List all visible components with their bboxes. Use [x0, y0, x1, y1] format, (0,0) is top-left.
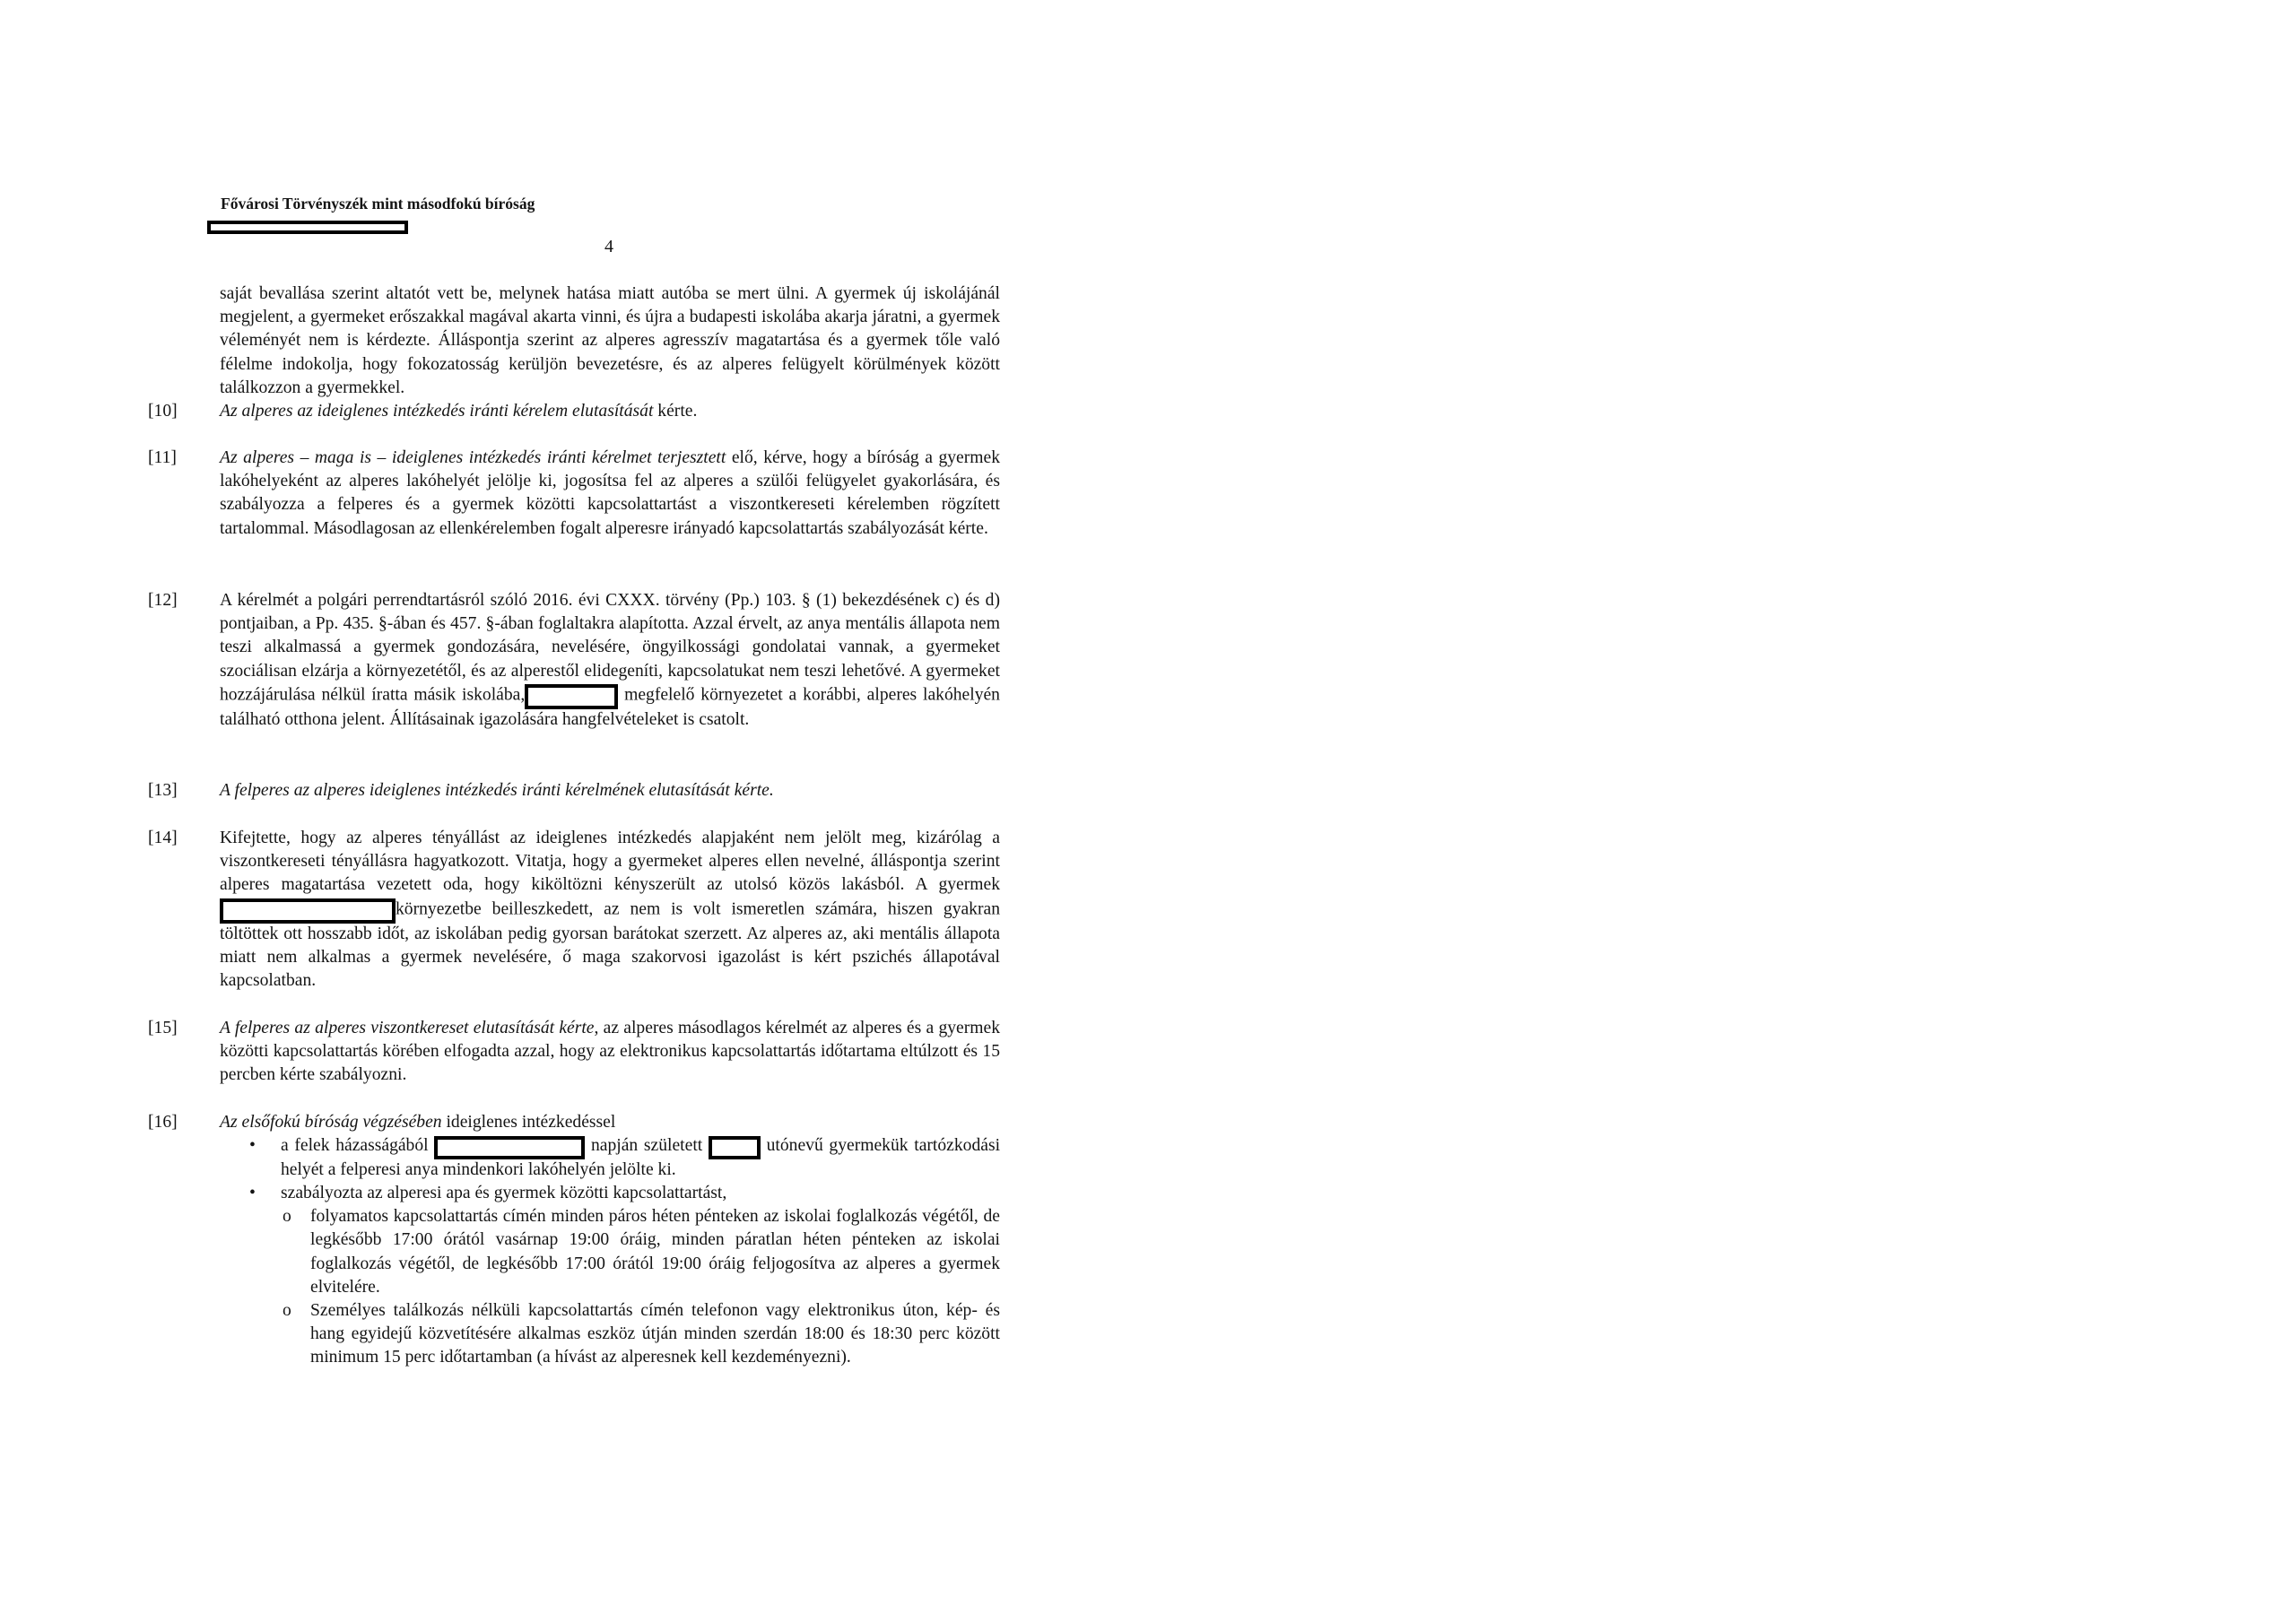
paragraph-number: [10]: [148, 402, 178, 421]
paragraph-16-intro: [220, 1111, 1000, 1134]
paragraph-text: elő, kérve, hogy a bíróság a gyermek lakóhelyeként az alperes lakóhelyét jelölje ki, jogosítsa fel az alperes a szülői felügyelet gyakorlására, és szabályozza a felperes és a gyermek közötti kapcsolattartást a viszontkereseti kérelemben rögzített tartalommal. Másodlagosan az ellenkérelemben fogalt alperesre irányadó kapcsolattartás szabályozását kérte.: [220, 448, 1000, 538]
paragraph-15: [220, 1017, 1000, 1088]
paragraph-16: [220, 1111, 1000, 1370]
paragraph-text: A kérelmét a polgári perrendtartásról szóló 2016. évi CXXX. törvény (Pp.) 103. § (1) bekezdésének c) és d) pontjaiban, a Pp. 435. §-ában és 457. §-ában foglaltakra alapította. Azzal érvelt, az anya mentális állapota nem teszi alkalmassá a gyermek gondozására, nevelésére, öngyilkossági gondolatai vannak, a gyermeket szociálisan elzárja a környezetétől, és az alperestől elidegeníti, kapcsolatukat nem teszi lehetővé. A gyermeket hozzájárulása nélkül íratta másik iskolába,: [220, 591, 1000, 705]
list-item: [220, 1205, 1000, 1299]
paragraph-13: [220, 779, 1000, 803]
list-item: [220, 1134, 1000, 1182]
italic-text: A felperes az alperes ideiglenes intézkedés iránti kérelmének elutasítását kérte.: [220, 781, 774, 800]
italic-text: Az alperes – maga is – ideiglenes intézkedés iránti kérelmet terjesztett: [220, 448, 726, 467]
paragraph-text: ideiglenes intézkedéssel: [441, 1113, 616, 1132]
paragraph-12: [220, 589, 1000, 732]
paragraph-14: [220, 827, 1000, 993]
sub-bullet-list: [220, 1205, 1000, 1369]
paragraph-text: megfelelő környezetet a korábbi, alperes lakóhelyén található otthona jelent. Állításainak igazolására hangfelvételeket is csatolt.: [220, 685, 1000, 729]
paragraph-number: [16]: [148, 1113, 178, 1132]
paragraph-10: [220, 400, 1000, 423]
paragraph-text: , az alperes másodlagos kérelmét az alperes és a gyermek közötti kapcsolattartás körében elfogadta azzal, hogy az elektronikus kapcsolattartás időtartama eltúlzott és 15 percben kérte szabályozni.: [220, 1019, 1000, 1085]
list-item-text: a felek házasságából: [281, 1136, 429, 1156]
paragraph-number: [12]: [148, 591, 178, 610]
paragraph-number: [13]: [148, 781, 178, 800]
redaction-box: [525, 684, 618, 709]
paragraph-text: Kifejtette, hogy az alperes tényállást az ideiglenes intézkedés alapjaként nem jelölt meg, kizárólag a viszontkereseti tényállásra hagyatkozott. Vitatja, hogy a gyermeket alperes ellen nevelné, álláspontja szerint alperes magatartása vezetett oda, hogy kiköltözni kényszerült az utolsó közös lakásból. A gyermek: [220, 829, 1000, 895]
paragraph-9-continuation: saját bevallása szerint altatót vett be, melynek hatása miatt autóba se mert ülni. A gyermek új iskolájánál megjelent, a gyermeket erőszakkal magával akarta vinni, és újra a budapesti iskolába akarja járatni, a gyermek véleményét nem is kérdezte. Álláspontja szerint az alperes agresszív magatartása és a gyermek tőle való félelme indokolja, hogy fokozatosság kerüljön bevezetésre, és az alperes felügyelt körülmények között találkozzon a gyermekkel.: [220, 284, 1000, 397]
italic-text: Az alperes az ideiglenes intézkedés iránti kérelem elutasítását: [220, 402, 654, 421]
list-item-text: Személyes találkozás nélküli kapcsolattartás címén telefonon vagy elektronikus úton, kép- és hang egyidejű közvetítésére alkalmas eszköz útján minden szerdán 18:00 és 18:30 perc között minimum 15 perc időtartamban (a hívást az alperesnek kell kezdeményezni).: [310, 1300, 1000, 1367]
list-item: [220, 1182, 1000, 1370]
paragraph-text: környezetbe beilleszkedett, az nem is volt ismeretlen számára, hiszen gyakran töltöttek ott hosszabb időt, az iskolában pedig gyorsan barátokat szerzett. Az alperes az, aki mentális állapota miatt nem alkalmas a gyermek nevelésére, ő maga szakorvosi igazolást is kért pszichés állapotával kapcsolatban.: [220, 899, 1000, 991]
list-item-text: utónevű gyermekük tartózkodási helyét a felperesi anya mindenkori lakóhelyén jelölte ki.: [281, 1136, 1001, 1179]
bullet-list: [220, 1134, 1000, 1369]
list-item-text: napján született: [585, 1136, 703, 1156]
paragraph-number: [14]: [148, 829, 178, 847]
italic-text: A felperes az alperes viszontkereset elutasítását kérte: [220, 1019, 595, 1037]
page-number: 4: [604, 237, 613, 256]
circle-bullet-icon: o: [283, 1207, 291, 1227]
bullet-icon: •: [249, 1136, 256, 1156]
redaction-box: [434, 1136, 585, 1159]
paragraph-11: [220, 447, 1000, 541]
bullet-icon: •: [249, 1183, 256, 1202]
list-item-text: szabályozta az alperesi apa és gyermek közötti kapcsolattartást,: [281, 1183, 727, 1202]
redaction-box: [709, 1136, 761, 1159]
redaction-box: [220, 898, 396, 924]
list-item-text: folyamatos kapcsolattartás címén minden páros héten pénteken az iskolai foglalkozás végétől, de legkésőbb 17:00 órától vasárnap 19:00 óráig, minden páratlan héten pénteken az iskolai foglalkozás végétől, de legkésőbb 17:00 órától 19:00 óráig feljogosítva az alperes a gyermek elvitelére.: [310, 1207, 1000, 1297]
circle-bullet-icon: o: [283, 1300, 291, 1320]
paragraph-number: [15]: [148, 1019, 178, 1037]
paragraph-text: kérte.: [653, 402, 698, 421]
redaction-box: [207, 221, 408, 234]
italic-text: Az elsőfokú bíróság végzésében: [220, 1113, 442, 1132]
paragraph-number: [11]: [148, 448, 177, 467]
court-header: Fővárosi Törvényszék mint másodfokú bíróság: [221, 195, 535, 213]
list-item: [220, 1299, 1000, 1370]
